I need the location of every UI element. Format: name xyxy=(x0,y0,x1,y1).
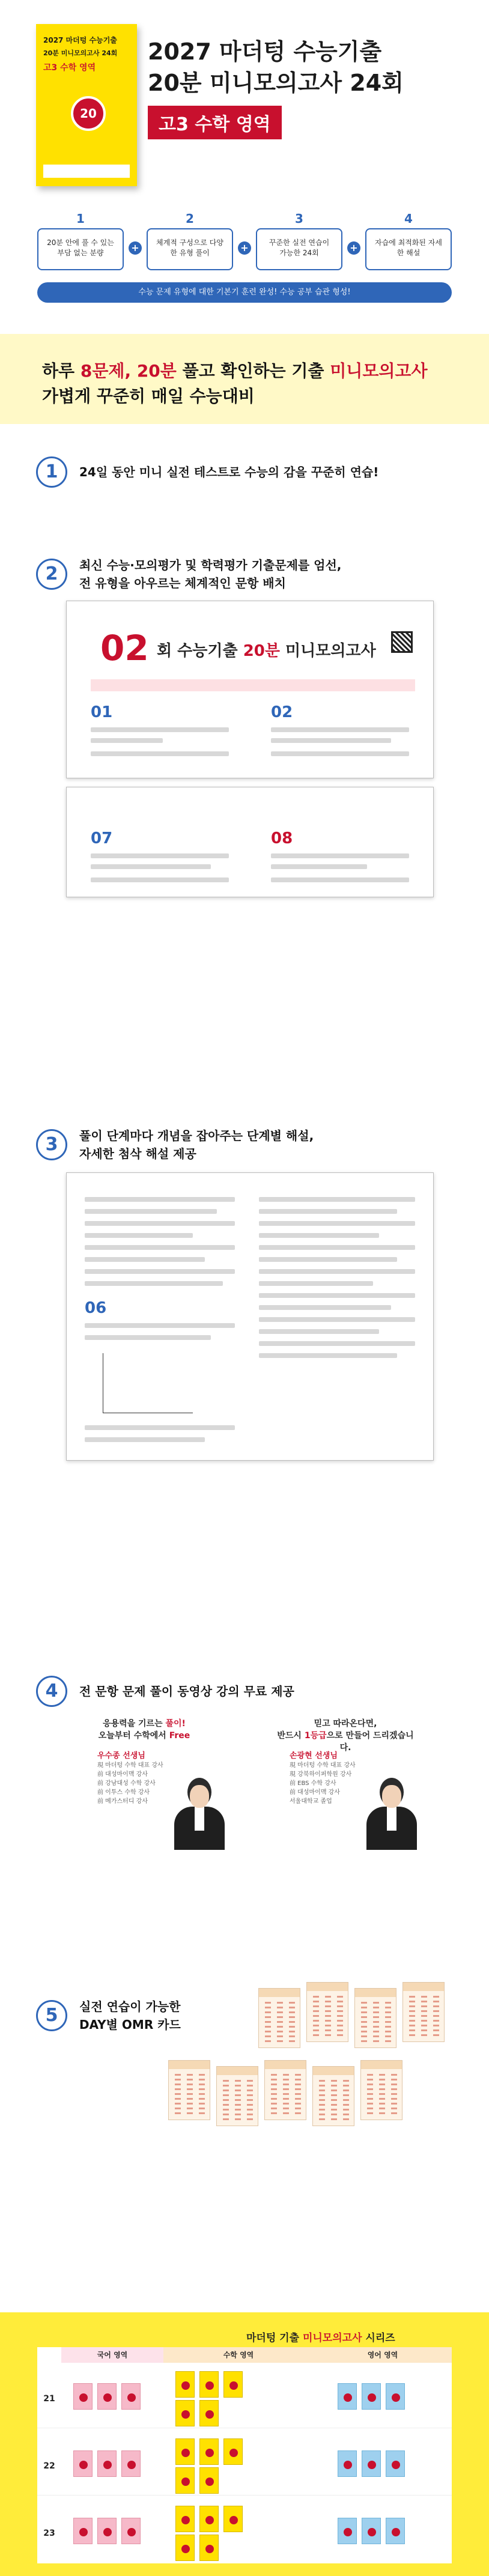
clock-icon: 20 xyxy=(71,96,106,131)
item-number-5: 5 xyxy=(36,2000,67,2031)
series-table xyxy=(37,2347,452,2563)
lecturer-right-photo xyxy=(366,1778,417,1850)
item-text-3 xyxy=(79,1127,314,1163)
question-number: 01 xyxy=(91,703,113,721)
hero-title xyxy=(148,36,404,98)
feature-text: 자습에 최적화된 자세한 해설 xyxy=(375,238,442,257)
feature-card-2 xyxy=(147,211,233,270)
column-korean: 국어 영역 xyxy=(61,2347,163,2363)
column-math: 수학 영역 xyxy=(163,2347,314,2363)
intro-headline xyxy=(42,358,428,382)
book-subject: 고3 수학 영역 xyxy=(43,63,96,73)
item-text-5 xyxy=(79,1998,181,2034)
hero-section xyxy=(0,0,489,334)
plus-icon: + xyxy=(238,241,251,255)
lecturer-left-photo xyxy=(174,1778,225,1850)
qr-code-icon xyxy=(391,631,413,653)
feature-number: 2 xyxy=(186,211,194,226)
book-title-line1: 2027 마더텅 수능기출 xyxy=(43,36,117,44)
row-label: 22 xyxy=(43,2461,55,2471)
column-english: 영어 영역 xyxy=(314,2347,452,2363)
question-number: 02 xyxy=(271,703,293,721)
feature-number: 3 xyxy=(295,211,303,226)
mock-title-text: 미니모의고사 xyxy=(280,642,376,660)
feature-number: 4 xyxy=(404,211,413,226)
intro-highlight-red: 8문제, 20분 xyxy=(80,361,177,381)
intro-subheadline: 가볍게 꾸준히 매일 수능대비 xyxy=(42,386,255,406)
hero-title-line2: 20분 미니모의고사 24회 xyxy=(148,70,404,96)
mock-exam-page xyxy=(66,601,434,778)
book-title-line2: 20분 미니모의고사 24회 xyxy=(43,49,118,57)
feature-number: 1 xyxy=(76,211,85,226)
feature-card-4 xyxy=(365,211,452,270)
item-text-3-line2: 자세한 첨삭 해설 제공 xyxy=(79,1147,196,1161)
feature-text: 꾸준한 실전 연습이 가능한 24회 xyxy=(269,238,330,257)
item-number-2: 2 xyxy=(36,559,67,590)
plus-icon: + xyxy=(129,241,142,255)
mock-title xyxy=(157,638,376,661)
plus-icon: + xyxy=(347,241,360,255)
feature-list xyxy=(37,211,452,273)
lecture-left-slogan: 응용력을 기르는 풀이! 오늘부터 수학에서 Free xyxy=(98,1719,190,1741)
info-bar xyxy=(91,679,415,691)
feature-text: 체계적 구성으로 다양한 유형 풀이 xyxy=(156,238,223,257)
series-section xyxy=(0,2312,489,2576)
feature-card-3 xyxy=(256,211,342,270)
mock-number: 02 xyxy=(100,628,149,668)
intro-text: 풀고 확인하는 기출 xyxy=(176,361,330,381)
features-banner: 수능 문제 유형에 대한 기본기 훈련 완성! 수능 공부 습관 형성! xyxy=(37,282,452,303)
lecturer-right-career: 現 마더텅 수학 대표 강사 現 강북하이퍼학원 강사 前 EBS 수학 강사 前 대성마이맥 강사 서울대학교 졸업 xyxy=(290,1762,356,1805)
item-text-4: 전 문항 문제 풀이 동영상 강의 무료 제공 xyxy=(79,1684,294,1699)
lecture-right-slogan: 믿고 따라온다면, 반드시 1등급으로 만들어 드리겠습니다. xyxy=(277,1719,414,1753)
lecturer-right-name: 손광현 선생님 xyxy=(290,1751,338,1760)
item-text-1: 24일 동안 미니 실전 테스트로 수능의 감을 꾸준히 연습! xyxy=(79,465,379,479)
item-number-1: 1 xyxy=(36,456,67,488)
feature-text: 20분 안에 풀 수 있는 부담 없는 분량 xyxy=(47,238,114,257)
book-footer xyxy=(43,165,130,178)
mock-title-text: 회 수능기출 xyxy=(157,642,243,660)
feature-card-1 xyxy=(37,211,124,270)
item-text-3-line1: 풀이 단계마다 개념을 잡아주는 단계별 해설, xyxy=(79,1129,314,1143)
question-number: 08 xyxy=(271,829,293,847)
item-text-2-line2: 전 유형을 아우르는 체계적인 문항 배치 xyxy=(79,576,286,590)
row-label: 21 xyxy=(43,2394,55,2404)
mock-exam-page-2 xyxy=(66,787,434,897)
item-text-5-line2: DAY별 OMR 카드 xyxy=(79,2017,181,2032)
mock-title-highlight: 20분 xyxy=(243,642,280,660)
solution-graph xyxy=(103,1353,193,1413)
intro-highlight: 미니모의고사 xyxy=(330,361,428,381)
item-number-3: 3 xyxy=(36,1129,67,1160)
lecturer-left-career: 現 마더텅 수학 대표 강사 前 대성마이맥 강사 前 강남대성 수학 강사 前 이투스 수학 강사 前 메가스터디 강사 xyxy=(97,1762,163,1805)
hero-title-line1: 2027 마더텅 수능기출 xyxy=(148,38,382,65)
question-number: 07 xyxy=(91,829,113,847)
solution-page xyxy=(66,1172,434,1461)
item-text-5-line1: 실전 연습이 가능한 xyxy=(79,1999,181,2014)
series-title: 마더텅 기출 미니모의고사 시리즈 xyxy=(246,2332,395,2344)
item-number-4: 4 xyxy=(36,1676,67,1707)
intro-text: 하루 xyxy=(42,361,80,381)
solution-number: 06 xyxy=(85,1299,107,1317)
intro-section xyxy=(0,334,489,424)
item-text-2 xyxy=(79,556,341,592)
lecturer-left-name: 우수종 선생님 xyxy=(97,1751,145,1760)
item-text-2-line1: 최신 수능·모의평가 및 학력평가 기출문제를 엄선, xyxy=(79,558,342,572)
row-label: 23 xyxy=(43,2529,55,2538)
hero-subject-badge: 고3 수학 영역 xyxy=(148,106,282,139)
book-cover xyxy=(36,24,137,186)
